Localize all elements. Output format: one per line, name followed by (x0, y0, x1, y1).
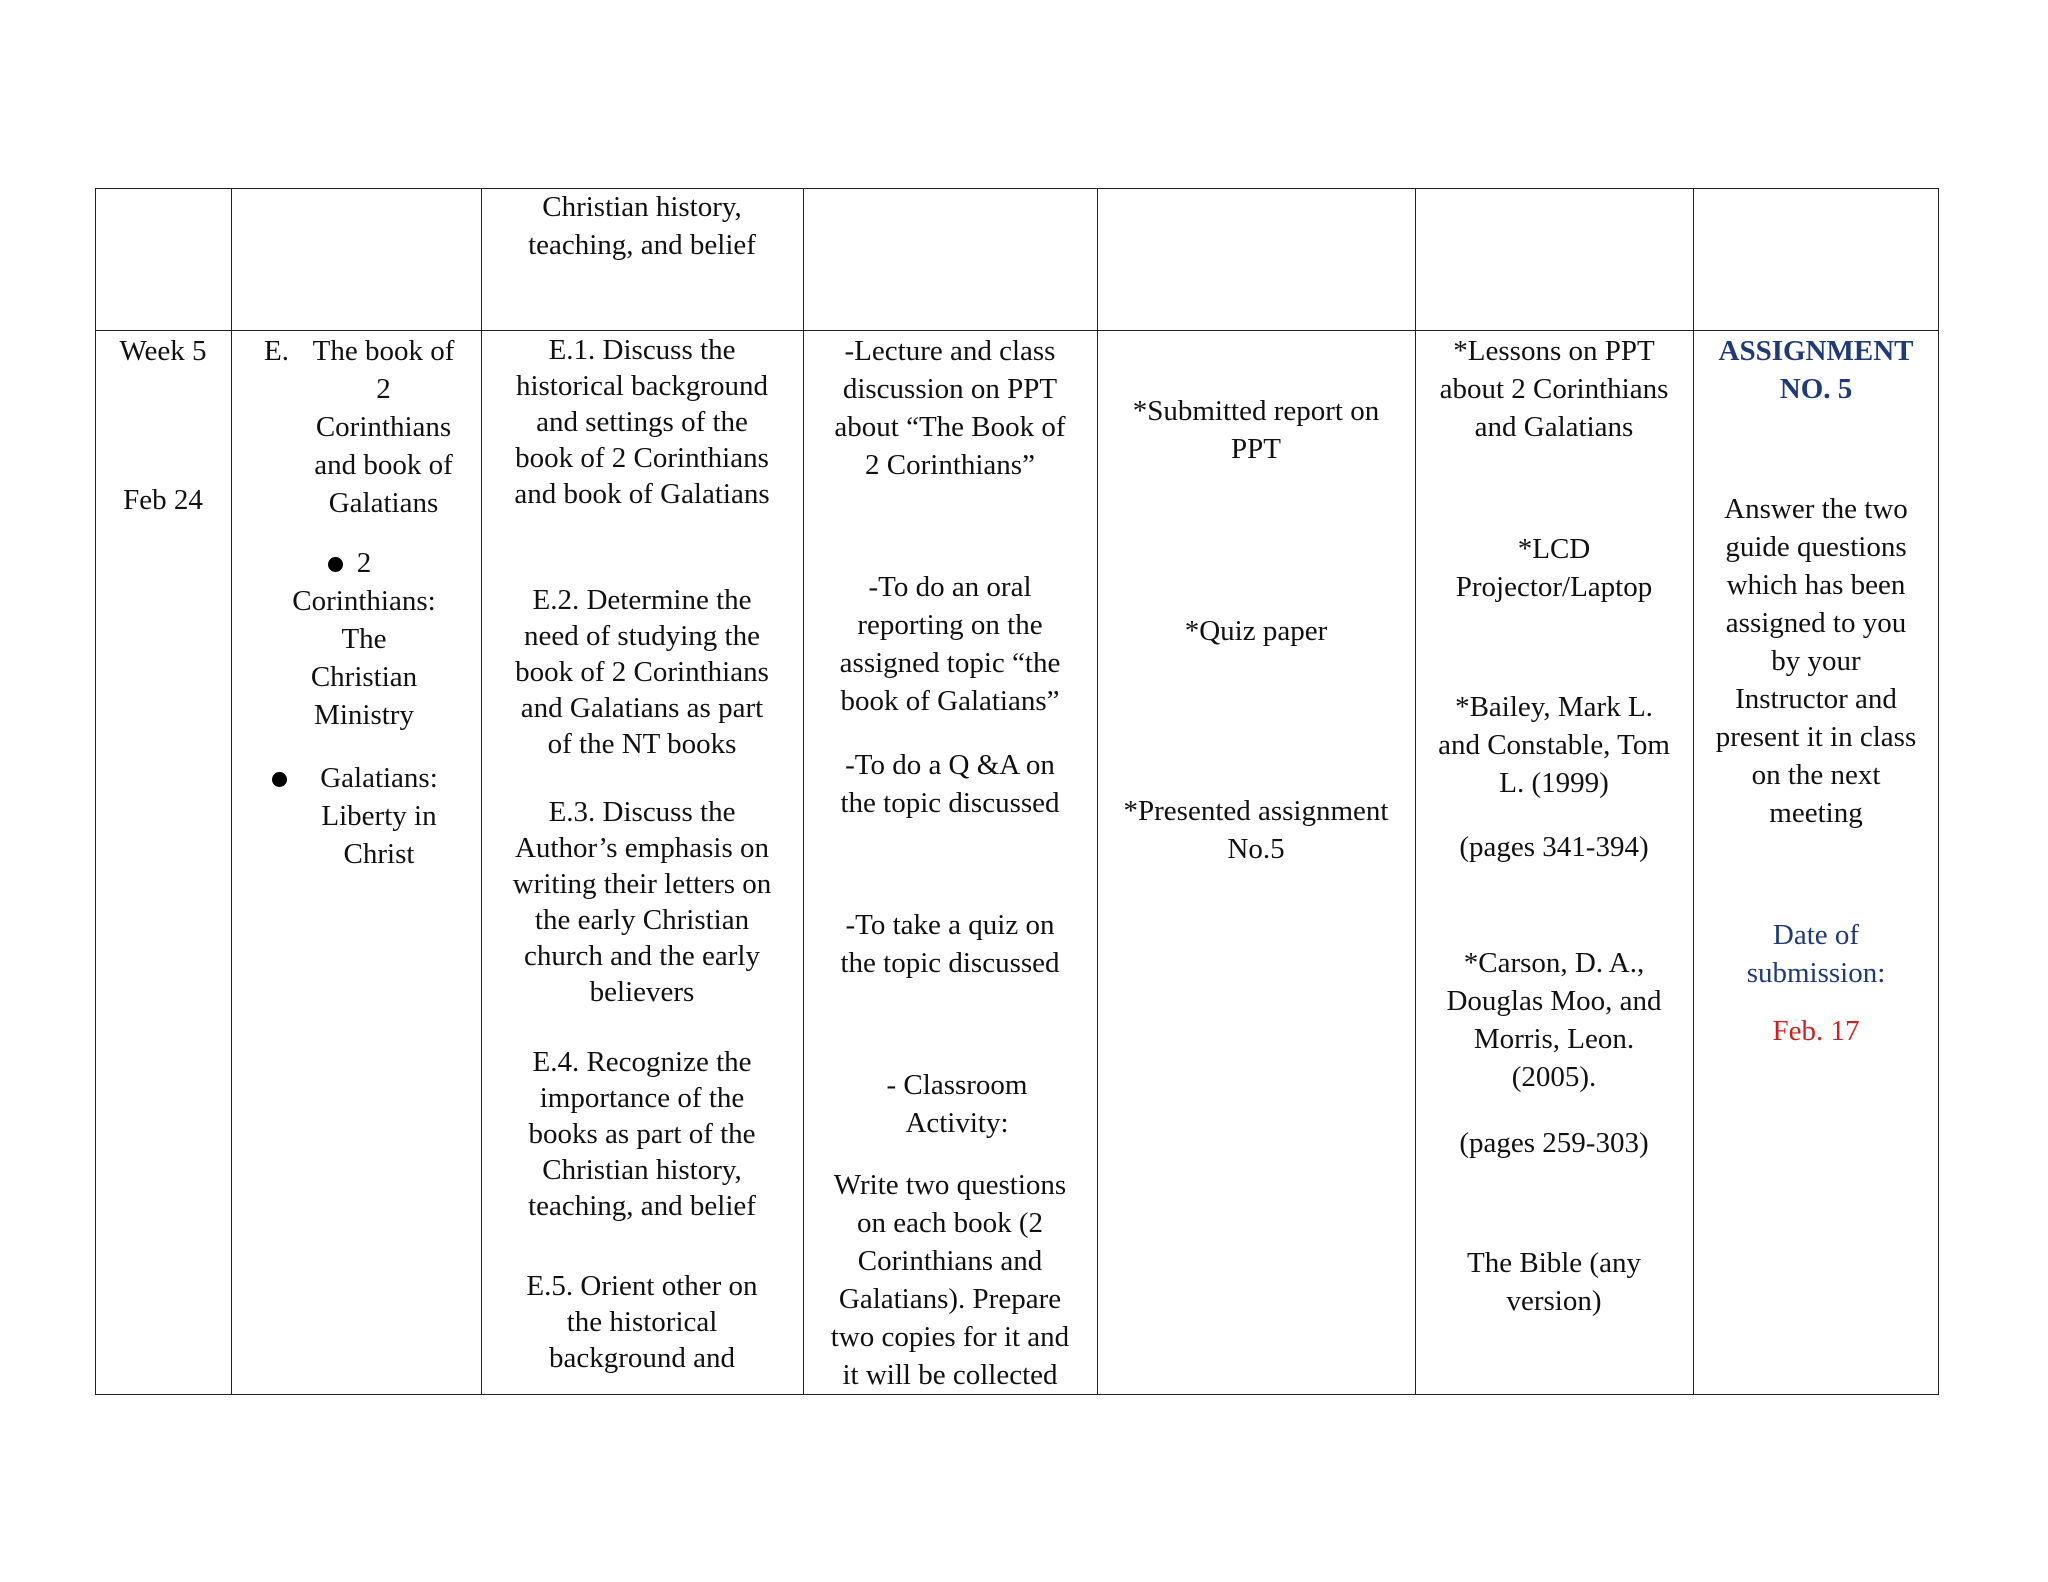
text-line: Date of (1772, 919, 1860, 951)
objectives-cell (482, 332, 802, 1392)
text-line: it will be collected (842, 1359, 1058, 1391)
week-label: Week 5 (119, 335, 207, 367)
output-item (1098, 392, 1414, 468)
text-line: 2 Corinthians” (865, 449, 1035, 481)
activities-cell (804, 332, 1096, 1392)
subtopic-item (302, 759, 456, 873)
text-line: background and (548, 1342, 736, 1374)
text-line: books as part of the (528, 1118, 756, 1150)
objective-item (482, 1044, 802, 1224)
topic-letter: E. (264, 335, 289, 367)
text-line: the historical (566, 1306, 718, 1338)
text-line: present it in class (1715, 721, 1917, 753)
activity-item (804, 1166, 1096, 1394)
assignment-title (1694, 332, 1938, 408)
text-line: Instructor and (1735, 683, 1897, 715)
resource-item (1416, 1244, 1692, 1320)
text-line: Write two questions (833, 1169, 1067, 1201)
resource-item (1416, 688, 1692, 802)
topic-title (287, 332, 480, 522)
text-line: Answer the two (1724, 493, 1908, 525)
text-line: -To do an oral (868, 571, 1032, 603)
text-line: and book of (314, 449, 453, 481)
resource-item (1416, 530, 1692, 606)
text-line: Christ (343, 838, 415, 870)
outputs-cell (1098, 332, 1414, 1392)
text-line: need of studying the (524, 620, 760, 652)
text-line: book of 2 Corinthians (515, 442, 769, 474)
resource-item (1416, 1124, 1692, 1162)
text-line: Liberty in (321, 800, 437, 832)
text-line: The Bible (any (1467, 1247, 1641, 1279)
text-line: - Classroom (886, 1069, 1028, 1101)
text-line: assigned topic “the (839, 647, 1061, 679)
text-line: Christian history, (542, 1154, 742, 1186)
text-line: PPT (1231, 433, 1281, 465)
text-line: and Galatians as part (520, 692, 764, 724)
text-line: ASSIGNMENT (1718, 335, 1914, 367)
text-line: 2 (376, 373, 391, 405)
text-line: (pages 259-303) (1459, 1127, 1649, 1159)
text-line: the topic discussed (840, 787, 1060, 819)
text-line: E.5. Orient other on (526, 1270, 758, 1302)
subtopic-item (272, 544, 456, 734)
text-line: meeting (1769, 797, 1863, 829)
text-line: which has been (1726, 569, 1906, 601)
text-line: teaching, and belief (528, 229, 756, 261)
text-line: E.1. Discuss the (548, 334, 736, 366)
text-line: historical background (515, 370, 769, 402)
objective-item (482, 794, 802, 1010)
table-row-divider (95, 330, 1939, 331)
text-line: believers (589, 976, 695, 1008)
submission-date (1694, 1012, 1938, 1050)
text-line: by your (1771, 645, 1861, 677)
week-cell (96, 332, 230, 370)
text-line: The (341, 623, 387, 655)
text-line: Ministry (314, 699, 414, 731)
text-line: teaching, and belief (528, 1190, 756, 1222)
text-line: E.4. Recognize the (532, 1046, 752, 1078)
objective-continuation (482, 188, 802, 264)
text-line: 2 (356, 547, 372, 579)
text-line: submission: (1746, 957, 1886, 989)
date-label: Feb 24 (123, 484, 203, 516)
text-line: two copies for it and (830, 1321, 1070, 1353)
text-line: -To do a Q &A on (845, 749, 1055, 781)
table-right-border (1938, 188, 1939, 1395)
text-line: book of Galatians” (840, 685, 1060, 717)
text-line: the topic discussed (840, 947, 1060, 979)
text-line: L. (1999) (1499, 767, 1609, 799)
text-line: -To take a quiz on (845, 909, 1055, 941)
text-line: (pages 341-394) (1459, 831, 1649, 863)
activity-item (804, 332, 1096, 484)
resources-cell (1416, 332, 1692, 1392)
text-line: Corinthians and (857, 1245, 1043, 1277)
objective-item (482, 1268, 802, 1376)
text-line: about “The Book of (834, 411, 1066, 443)
text-line: -Lecture and class (844, 335, 1056, 367)
text-line: church and the early (524, 940, 760, 972)
text-line: and Galatians (1474, 411, 1634, 443)
text-line: Projector/Laptop (1455, 571, 1653, 603)
text-line: Feb. 17 (1772, 1015, 1860, 1047)
objective-item (482, 582, 802, 762)
text-line: assigned to you (1725, 607, 1907, 639)
assignment-cell (1694, 332, 1938, 1392)
text-line: discussion on PPT (842, 373, 1058, 405)
text-line: book of 2 Corinthians (515, 656, 769, 688)
text-line: Corinthians (315, 411, 452, 443)
text-line: on each book (2 (856, 1207, 1044, 1239)
table-top-border (95, 188, 1939, 189)
text-line: Douglas Moo, and (1446, 985, 1662, 1017)
text-line: Christian (310, 661, 418, 693)
text-line: on the next (1751, 759, 1881, 791)
text-line: No.5 (1227, 833, 1285, 865)
text-line: (2005). (1511, 1061, 1597, 1093)
text-line: guide questions (1725, 531, 1907, 563)
text-line: the early Christian (534, 904, 750, 936)
text-line: Corinthians: (292, 585, 436, 617)
text-line: NO. 5 (1779, 373, 1853, 405)
activity-item (804, 568, 1096, 720)
date-cell (96, 481, 230, 519)
text-line: version) (1506, 1285, 1602, 1317)
text-line: Galatians). Prepare (838, 1283, 1062, 1315)
text-line: Morris, Leon. (1473, 1023, 1635, 1055)
text-line: *Submitted report on (1132, 395, 1380, 427)
text-line: Christian history, (542, 191, 742, 223)
text-line: *Carson, D. A., (1463, 947, 1645, 979)
text-line: E.3. Discuss the (548, 796, 736, 828)
text-line: about 2 Corinthians (1439, 373, 1669, 405)
activity-item (804, 906, 1096, 982)
assignment-instructions (1694, 490, 1938, 832)
text-line: and settings of the (536, 406, 748, 438)
bullet-icon (272, 772, 287, 787)
resource-item (1416, 828, 1692, 866)
submission-label (1694, 916, 1938, 992)
objective-item (482, 332, 802, 512)
text-line: *Quiz paper (1184, 615, 1328, 647)
activity-item (818, 1066, 1096, 1142)
topic-cell (232, 332, 480, 1392)
resource-item (1416, 944, 1692, 1096)
text-line: *Bailey, Mark L. (1455, 691, 1653, 723)
text-line: E.2. Determine the (532, 584, 752, 616)
text-line: Author’s emphasis on (514, 832, 769, 864)
text-line: *Presented assignment (1123, 795, 1389, 827)
text-line: Galatians (328, 487, 439, 519)
text-line: and book of Galatians (514, 478, 770, 510)
text-line: Activity: (905, 1107, 1009, 1139)
activity-item (804, 746, 1096, 822)
text-line: *Lessons on PPT (1453, 335, 1655, 367)
text-line: writing their letters on (512, 868, 772, 900)
output-item (1098, 612, 1414, 650)
output-item (1098, 792, 1414, 868)
text-line: The book of (312, 335, 455, 367)
text-line: and Constable, Tom (1438, 729, 1670, 761)
text-line: reporting on the (857, 609, 1043, 641)
text-line: of the NT books (547, 728, 737, 760)
resource-item (1416, 332, 1692, 446)
table-bottom-border (95, 1394, 1939, 1395)
text-line: importance of the (539, 1082, 745, 1114)
text-line: Galatians: (320, 762, 438, 794)
text-line: *LCD (1517, 533, 1591, 565)
